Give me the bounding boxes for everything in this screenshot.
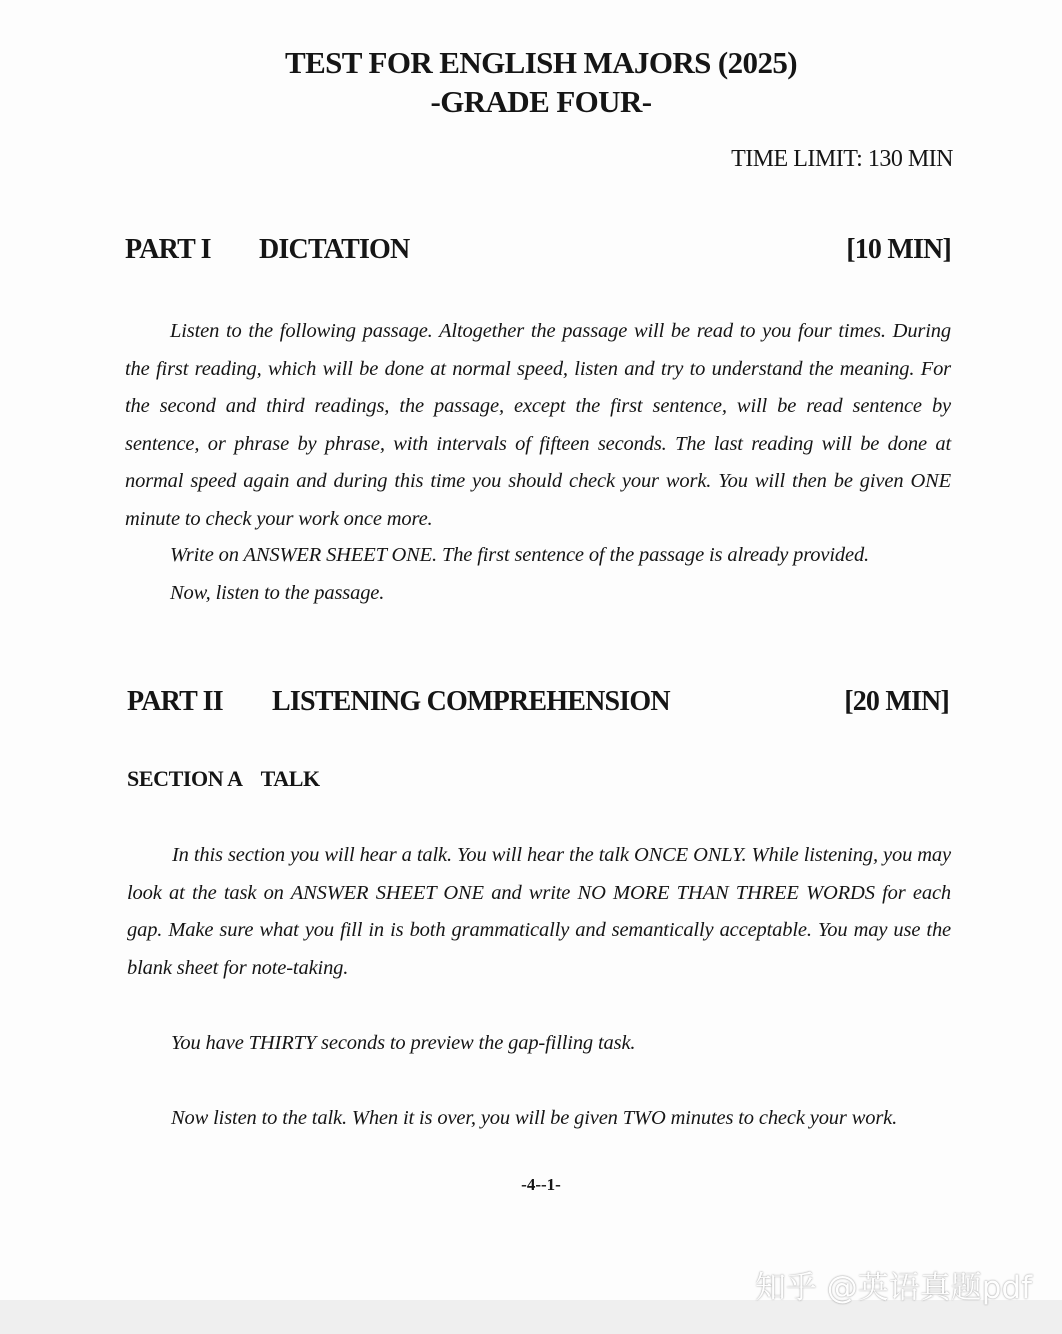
watermark: 知乎 @英语真题pdf — [754, 1270, 1032, 1306]
dictation-listen-prompt: Now, listen to the passage. — [170, 582, 385, 604]
part-two-number: PART II — [127, 686, 223, 717]
talk-listen-prompt: Now listen to the talk. When it is over, you will be given TWO minutes to check your work. — [171, 1107, 898, 1129]
section-a-label: SECTION A — [127, 766, 243, 791]
exam-title: TEST FOR ENGLISH MAJORS (2025) — [285, 45, 797, 80]
time-limit: TIME LIMIT: 130 MIN — [731, 146, 953, 172]
section-a-name: TALK — [260, 766, 320, 791]
section-a-heading — [127, 766, 320, 792]
part-two-minutes: [20 MIN] — [844, 686, 949, 717]
part-two-heading — [127, 686, 949, 722]
part-one-name: DICTATION — [259, 234, 410, 265]
exam-grade: -GRADE FOUR- — [430, 84, 652, 119]
part-one-number: PART I — [125, 234, 211, 265]
part-two-name: LISTENING COMPREHENSION — [272, 686, 670, 717]
dictation-instructions: Listen to the following passage. Altogether the passage will be read to you four times. During the first reading, which will be done at normal speed, listen and try to understand the meaning. For the second and third readings, the passage, except the first sentence, will be read sentence by sentence, or phrase by phrase, with intervals of fifteen seconds. The last reading will be done at normal speed again and during this time you should check your work. You will then be given ONE minute to check your work once more. — [125, 320, 951, 530]
talk-preview-note: You have THIRTY seconds to preview the gap-filling task. — [171, 1032, 636, 1054]
part-one-heading — [125, 234, 951, 270]
talk-instructions: In this section you will hear a talk. You will hear the talk ONCE ONLY. While listening, you may look at the task on ANSWER SHEET ONE and write NO MORE THAN THREE WORDS for each gap. Make sure what you fill in is both grammatically and semantically acceptable. You may use the blank sheet for note-taking. — [127, 844, 951, 979]
page-number: -4--1- — [521, 1175, 561, 1194]
dictation-answer-sheet-note: Write on ANSWER SHEET ONE. The first sentence of the passage is already provided. — [170, 544, 870, 566]
part-one-minutes: [10 MIN] — [846, 234, 951, 265]
